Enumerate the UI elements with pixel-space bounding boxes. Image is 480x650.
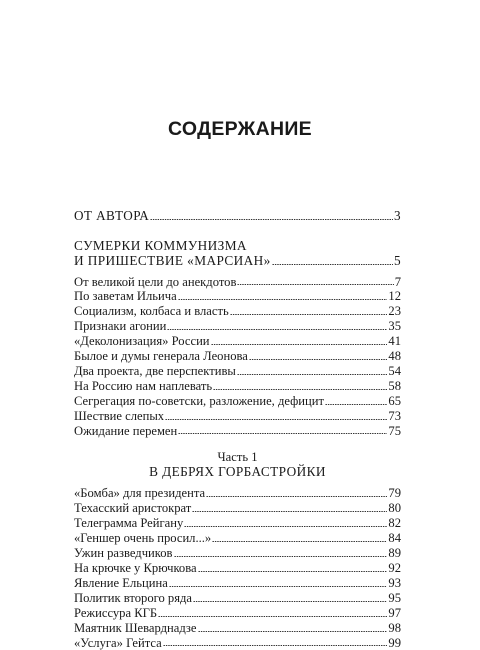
toc-entry-title: Маятник Шеварднадзе — [74, 620, 197, 635]
dot-leader — [325, 403, 387, 406]
toc-entry-page: 35 — [388, 319, 401, 334]
toc-entry[interactable] — [74, 621, 401, 636]
toc-entry[interactable] — [74, 394, 401, 409]
section-heading-line-1: СУМЕРКИ КОММУНИЗМА — [74, 237, 247, 253]
toc-entry-title: «Бомба» для президента — [74, 486, 206, 501]
dot-leader — [237, 283, 393, 286]
toc-entry[interactable] — [74, 289, 401, 304]
toc-entry[interactable] — [74, 606, 401, 621]
dot-leader — [167, 328, 387, 331]
dot-leader — [198, 630, 388, 633]
toc-entry-page: 84 — [388, 531, 401, 546]
toc-entry-title: Ужин разведчиков — [74, 546, 173, 561]
toc-entry-page: 3 — [394, 208, 401, 223]
dot-leader — [184, 525, 387, 528]
toc-entry-page: 95 — [388, 590, 401, 605]
toc-entry-page: 82 — [388, 516, 401, 531]
toc-entry-title: «Геншер очень просил...» — [74, 531, 212, 546]
section-entries — [74, 275, 401, 439]
table-of-contents — [74, 208, 401, 650]
toc-entry[interactable] — [74, 546, 401, 561]
toc-entry-page: 48 — [388, 349, 401, 364]
toc-entry-title: «Услуга» Гейтса — [74, 635, 162, 650]
toc-entry-page: 92 — [388, 561, 401, 575]
dot-leader — [178, 298, 388, 301]
part-entries — [74, 486, 401, 650]
toc-entry-page: 75 — [388, 423, 401, 438]
dot-leader — [211, 343, 388, 346]
dot-leader — [174, 555, 388, 558]
toc-entry[interactable] — [74, 349, 401, 364]
toc-entry[interactable] — [74, 576, 401, 591]
toc-entry-page: 58 — [388, 378, 401, 393]
toc-entry[interactable] — [74, 304, 401, 319]
toc-entry-title: Два проекта, две перспективы — [74, 363, 236, 378]
section-heading-line-2 — [74, 253, 401, 269]
toc-entry-title: Былое и думы генерала Леонова — [74, 349, 248, 364]
toc-entry[interactable] — [74, 319, 401, 334]
toc-entry-page: 79 — [388, 486, 401, 501]
toc-entry-title: «Деколонизация» России — [74, 334, 210, 349]
toc-entry-title: От великой цели до анекдотов — [74, 274, 237, 289]
page-title: СОДЕРЖАНИЕ — [168, 118, 312, 140]
dot-leader — [163, 644, 388, 647]
toc-entry[interactable] — [74, 486, 401, 501]
part-label: Часть 1 — [217, 450, 258, 465]
section-heading[interactable] — [74, 238, 401, 269]
toc-entry-title: Режиссура КГБ — [74, 605, 158, 620]
toc-entry-page: 54 — [388, 363, 401, 378]
toc-entry-title: По заветам Ильича — [74, 289, 177, 304]
toc-entry[interactable] — [74, 636, 401, 650]
toc-entry[interactable] — [74, 531, 401, 546]
toc-entry-page: 7 — [394, 274, 401, 289]
toc-entry-page: 80 — [388, 501, 401, 516]
toc-entry-title: Ожидание перемен — [74, 423, 178, 438]
toc-entry-title: Телеграмма Рейгану — [74, 516, 184, 531]
part-title: В ДЕБРЯХ ГОРБАСТРОЙКИ — [149, 464, 326, 480]
toc-entry[interactable] — [74, 379, 401, 394]
toc-entry-page: 65 — [388, 393, 401, 408]
toc-entry[interactable] — [74, 364, 401, 379]
toc-entry-title: На крючке у Крючкова — [74, 561, 197, 575]
toc-entry-page: 99 — [388, 635, 401, 650]
dot-leader — [193, 600, 387, 603]
toc-entry-title: Сегрегация по-советски, разложение, дефицит — [74, 393, 325, 408]
toc-entry[interactable] — [74, 275, 401, 290]
dot-leader — [230, 313, 388, 316]
dot-leader — [206, 495, 387, 498]
dot-leader — [272, 263, 393, 266]
dot-leader — [212, 540, 387, 543]
dot-leader — [192, 510, 387, 513]
toc-entry[interactable] — [74, 424, 401, 439]
toc-entry[interactable] — [74, 334, 401, 349]
toc-entry-title: Социализм, колбаса и власть — [74, 304, 229, 319]
dot-leader — [213, 388, 387, 391]
toc-entry-page: 97 — [388, 605, 401, 620]
toc-entry[interactable] — [74, 501, 401, 516]
toc-entry[interactable] — [74, 591, 401, 606]
toc-entry-page: 12 — [388, 289, 401, 304]
toc-entry-page: 41 — [388, 334, 401, 349]
dot-leader — [169, 585, 388, 588]
toc-entry-title: Шествие слепых — [74, 408, 165, 423]
dot-leader — [237, 373, 388, 376]
toc-entry[interactable] — [74, 409, 401, 424]
toc-entry[interactable] — [74, 561, 401, 576]
dot-leader — [198, 570, 388, 573]
dot-leader — [178, 432, 387, 435]
dot-leader — [249, 358, 388, 361]
toc-entry-page: 98 — [388, 620, 401, 635]
toc-entry-author[interactable] — [74, 208, 401, 224]
toc-entry-page: 89 — [388, 546, 401, 561]
dot-leader — [165, 418, 387, 421]
toc-entry-title: ОТ АВТОРА — [74, 208, 150, 223]
toc-entry-page: 5 — [393, 253, 401, 268]
toc-entry-title: Признаки агонии — [74, 319, 167, 334]
toc-entry-title: И ПРИШЕСТВИЕ «МАРСИАН» — [74, 253, 271, 268]
toc-entry[interactable] — [74, 516, 401, 531]
toc-entry-page: 23 — [388, 304, 401, 319]
toc-entry-title: Техасский аристократ — [74, 501, 192, 516]
toc-entry-title: На Россию нам наплевать — [74, 378, 213, 393]
toc-entry-title: Политик второго ряда — [74, 590, 193, 605]
part-heading — [74, 450, 401, 479]
toc-entry-page: 73 — [388, 408, 401, 423]
dot-leader — [158, 615, 387, 618]
toc-entry-title: Явление Ельцина — [74, 575, 168, 590]
toc-entry-page: 93 — [388, 575, 401, 590]
dot-leader — [150, 218, 393, 221]
